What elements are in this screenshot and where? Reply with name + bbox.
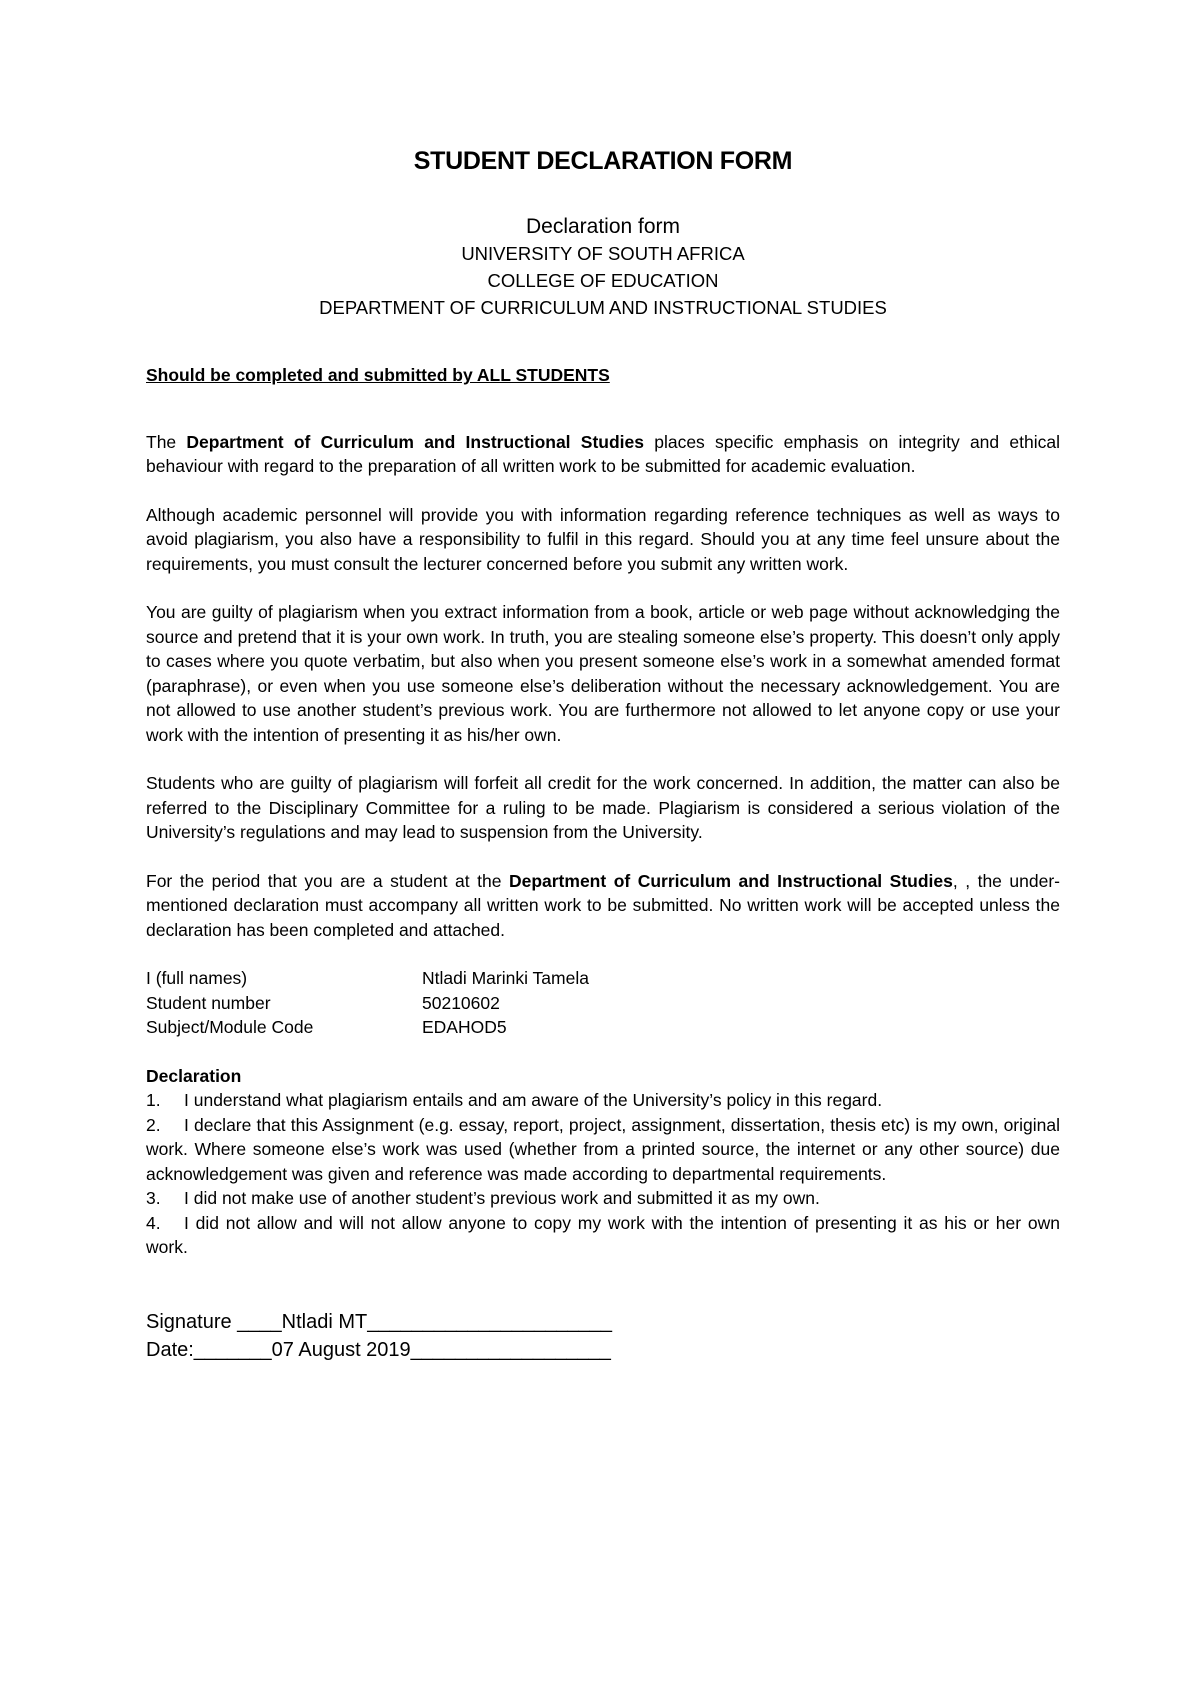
signature-line: Signature ____Ntladi MT______________________ [146,1310,612,1333]
student-number-label: Student number [146,992,271,1013]
declaration-item-text: I understand what plagiarism entails and am aware of the University’s policy in this regard. [184,1090,883,1110]
student-details [146,966,1060,1040]
student-number-value: 50210602 [422,992,500,1013]
department-name: DEPARTMENT OF CURRICULUM AND INSTRUCTIONAL STUDIES [319,297,887,318]
detail-row-full-names [146,966,1060,991]
module-code-value: EDAHOD5 [422,1017,507,1037]
declaration-heading: Declaration [146,1065,242,1086]
department-emphasis-2: Department of Curriculum and Instructional Studies [508,870,953,891]
declaration-item-number: 4. [146,1212,161,1233]
module-code-label: Subject/Module Code [146,1017,314,1037]
date-line: Date:_______07 August 2019__________________ [146,1338,611,1361]
form-subtitle: Declaration form [525,215,681,238]
form-title: STUDENT DECLARATION FORM [413,147,793,175]
requirement-text-pre: For the period that you are a student at the [146,870,509,891]
full-names-label: I (full names) [146,968,248,988]
declaration-document [146,146,1060,1364]
declaration-item-number: 3. [146,1188,161,1208]
plagiarism-definition-paragraph: You are guilty of plagiarism when you extract information from a book, article or web page without acknowledging the source and pretend that it is your own work. In truth, you are stealing someone else’s property. This doesn’t only apply to cases where you quote verbatim, but also when you present someone else’s work in a somewhat amended format (paraphrase), or even when you use someone else’s deliberation without the necessary acknowledgement. You are not allowed to use another student’s previous work. You are furthermore not allowed to let anyone copy or use your work with the intention of presenting it as his/her own. [146,602,1060,745]
submission-notice: Should be completed and submitted by ALL STUDENTS [146,365,610,385]
intro-text-post: places specific emphasis on integrity and ethical behaviour with regard to the preparation of all written work to be submitted for academic evaluation. [146,431,1060,476]
declaration-item [146,1088,1060,1113]
declaration-item [146,1211,1060,1260]
intro-paragraph [146,430,1060,479]
penalty-paragraph: Students who are guilty of plagiarism will forfeit all credit for the work concerned. In addition, the matter can also be referred to the Disciplinary Committee for a ruling to be made. Plagiarism is considered a serious violation of the University’s regulations and may lead to suspension from the University. [146,773,1060,842]
detail-row-student-number [146,991,1060,1016]
declaration-list [146,1088,1060,1260]
college-name: COLLEGE OF EDUCATION [487,270,719,291]
full-names-value: Ntladi Marinki Tamela [422,968,589,988]
university-name: UNIVERSITY OF SOUTH AFRICA [461,243,745,264]
intro-text-pre: The [146,431,187,452]
declaration-item-text: I did not make use of another student’s previous work and submitted it as my own. [184,1188,820,1208]
detail-row-module-code [146,1015,1060,1040]
requirement-paragraph [146,869,1060,943]
declaration-item-number: 1. [146,1090,161,1110]
signature-block [146,1308,1060,1364]
declaration-item-text: I did not allow and will not allow anyone to copy my work with the intention of presenting it as his or her own work. [146,1212,1060,1257]
declaration-item [146,1113,1060,1187]
department-emphasis: Department of Curriculum and Instructional Studies [186,431,644,452]
requirement-text-post: , , the under-mentioned declaration must accompany all written work to be submitted. No written work will be accepted unless the declaration has been completed and attached. [146,870,1060,940]
declaration-item-text: I declare that this Assignment (e.g. essay, report, project, assignment, dissertation, thesis etc) is my own, original work. Where someone else’s work was used (whether from a printed source, the internet or any other source) due acknowledgement was given and reference was made according to departmental requirements. [146,1114,1060,1184]
guidance-paragraph: Although academic personnel will provide you with information regarding reference techniques as well as ways to avoid plagiarism, you also have a responsibility to fulfil in this regard. Should you at any time feel unsure about the requirements, you must consult the lecturer concerned before you submit any written work. [146,504,1060,574]
declaration-item-number: 2. [146,1114,161,1135]
declaration-item [146,1186,1060,1211]
